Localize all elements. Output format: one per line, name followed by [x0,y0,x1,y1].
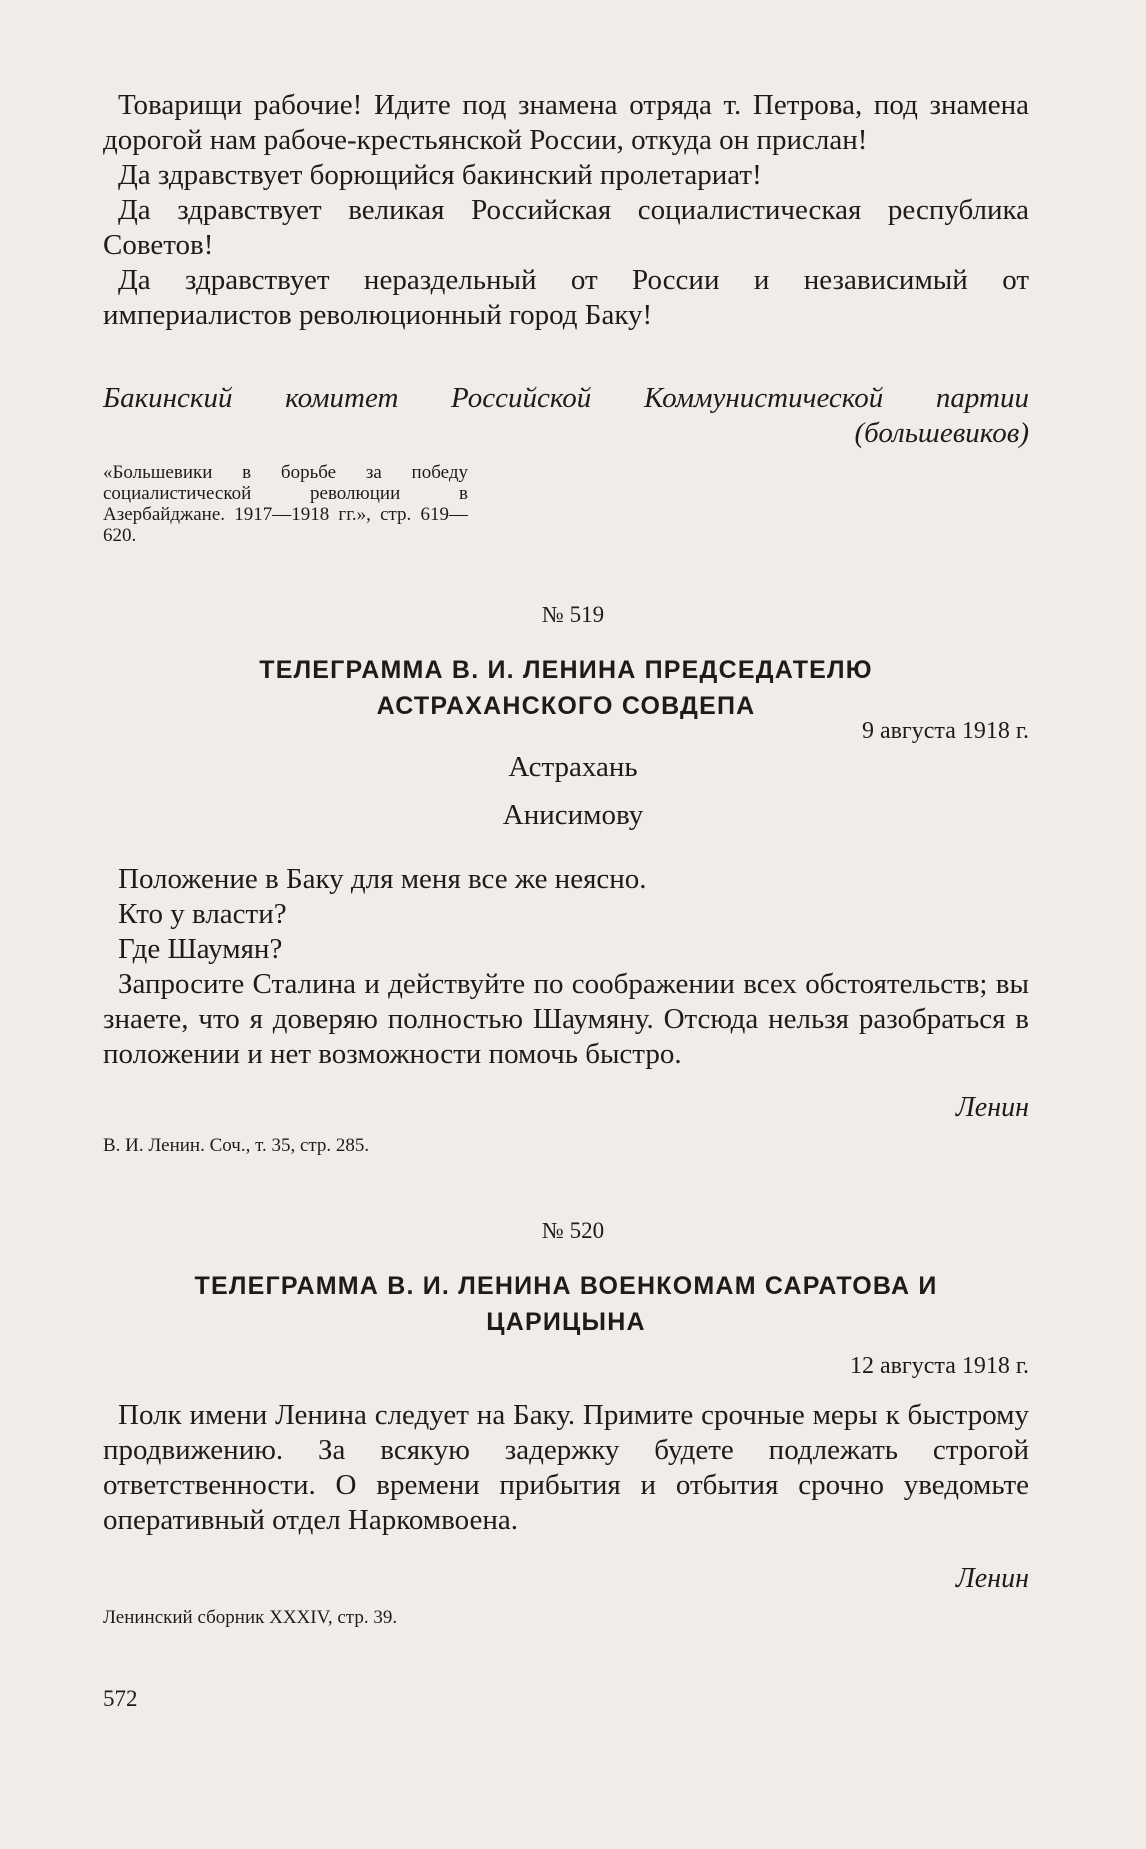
line: Положение в Баку для меня все же неясно. [118,863,647,895]
paragraph: Товарищи рабочие! Идите под знамена отряда т. Петрова, под знамена дорогой нам рабоче-крестьянской России, откуда он прислан! [103,89,1029,156]
telegram-body [103,862,1029,1072]
source-citation: Ленинский сборник XXXIV, стр. 39. [103,1607,398,1628]
paragraph: Полк имени Ленина следует на Баку. Примите срочные меры к быстрому продвижению. За всякую задержку будете подлежать строгой ответственности. О времени прибытия и отбытия срочно уведомьте оперативный отдел Наркомвоена. [103,1399,1029,1536]
addressee: Анисимову [502,799,644,831]
committee-signature: Бакинский комитет Российской Коммунистической партии (большевиков) [103,382,1029,449]
paragraph: Запросите Сталина и действуйте по соображении всех обстоятельств; вы знаете, что я доверяю полностью Шаумяну. Отсюда нельзя разобраться в положении и нет возможности помочь быстро. [103,968,1029,1070]
document-title: ТЕЛЕГРАММА В. И. ЛЕНИНА ПРЕДСЕДАТЕЛЮ АСТРАХАНСКОГО СОВДЕПА [259,656,873,720]
document-date: 9 августа 1918 г. [861,718,1029,744]
document-title: ТЕЛЕГРАММА В. И. ЛЕНИНА ВОЕНКОМАМ САРАТОВА И ЦАРИЦЫНА [194,1272,938,1336]
line: Кто у власти? [118,898,287,930]
signature: Ленин [955,1092,1029,1123]
page-number: 572 [103,1686,138,1711]
document-number: № 520 [541,1218,605,1243]
paragraph: Да здравствует великая Российская социалистическая республика Советов! [103,194,1029,261]
telegram-body [103,1398,1029,1538]
top-body [103,88,1029,333]
source-citation: «Большевики в борьбе за победу социалистической революции в Азербайджане. 1917—1918 гг.», стр. 619—620. [103,462,468,546]
paragraph: Да здравствует нераздельный от России и независимый от империалистов революционный город Баку! [103,264,1029,331]
place: Астрахань [508,751,638,783]
document-number: № 519 [541,602,605,627]
line: Где Шаумян? [118,933,283,965]
document-date: 12 августа 1918 г. [849,1353,1029,1379]
source-citation: В. И. Ленин. Соч., т. 35, стр. 285. [103,1135,370,1156]
paragraph: Да здравствует борющийся бакинский пролетариат! [118,159,762,191]
signature: Ленин [955,1563,1029,1594]
